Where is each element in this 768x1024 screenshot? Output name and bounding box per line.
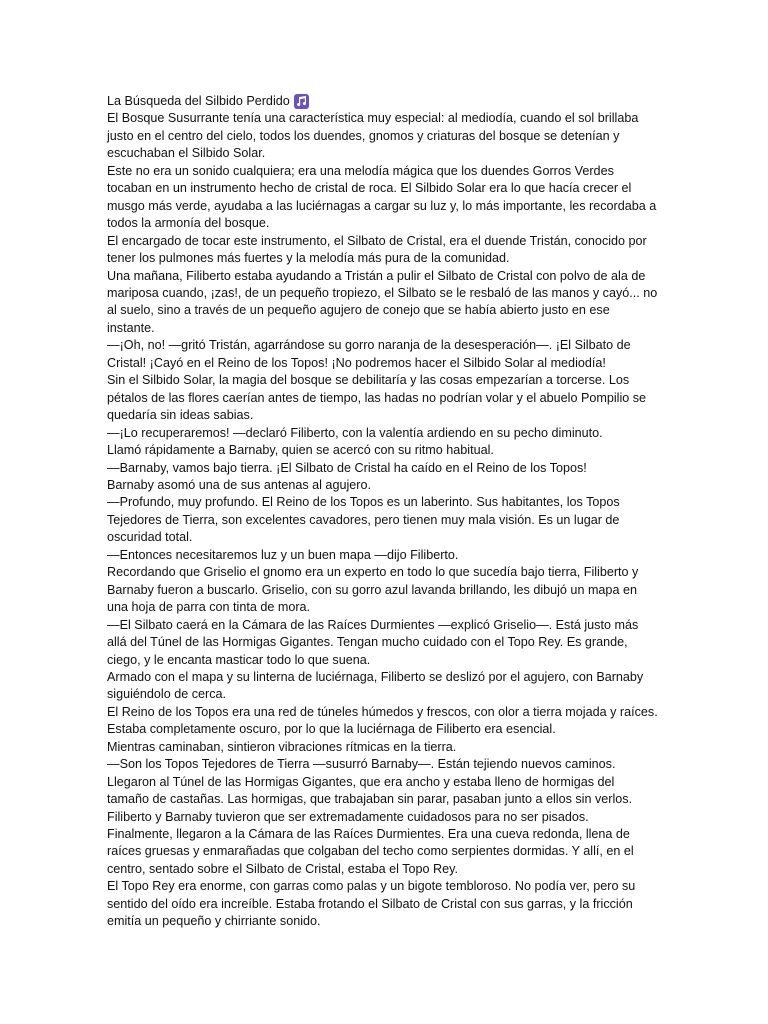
paragraph: —Profundo, muy profundo. El Reino de los Topos es un laberinto. Sus habitantes, los Topos Tejedores de Tierra, son excelentes cavadores, pero tienen muy mala visión. Es un lugar de oscuridad total. <box>107 495 620 545</box>
paragraph: —¡Oh, no! —gritó Tristán, agarrándose su gorro naranja de la desesperación—. ¡El Silbato de Cristal! ¡Cayó en el Reino de los Topos! ¡No podremos hacer el Silbido Solar al mediodía! <box>107 338 631 370</box>
paragraph: —Son los Topos Tejedores de Tierra —susurró Barnaby—. Están tejiendo nuevos caminos. <box>107 757 616 772</box>
title-line <box>107 93 659 110</box>
paragraph: —Barnaby, vamos bajo tierra. ¡El Silbato de Cristal ha caído en el Reino de los Topos! <box>107 460 587 475</box>
paragraph: Sin el Silbido Solar, la magia del bosque se debilitaría y las cosas empezarían a torcerse. Los pétalos de las flores caerían antes de tiempo, las hadas no podrían volar y el abuelo Pompilio se quedaría sin ideas sabias. <box>107 373 647 423</box>
paragraph: Una mañana, Filiberto estaba ayudando a Tristán a pulir el Silbato de Cristal con polvo de ala de mariposa cuando, ¡zas!, de un pequeño tropiezo, el Silbato se le resbaló de las manos y cayó... no al suelo, sino a través de un pequeño agujero de conejo que se había abierto justo en ese instante. <box>107 268 658 335</box>
paragraph: —Entonces necesitaremos luz y un buen mapa —dijo Filiberto. <box>107 547 459 562</box>
paragraph: —¡Lo recuperaremos! —declaró Filiberto, con la valentía ardiendo en su pecho diminuto. <box>107 425 603 440</box>
paragraph: Llegaron al Túnel de las Hormigas Gigantes, que era ancho y estaba lleno de hormigas del tamaño de castañas. Las hormigas, que trabajaban sin parar, pasaban junto a ellos sin verlos. Filiberto y Barnaby tuvieron que ser extremadamente cuidadosos para no ser pisados. <box>107 774 633 824</box>
paragraph: —El Silbato caerá en la Cámara de las Raíces Durmientes —explicó Griselio—. Está justo más allá del Túnel de las Hormigas Gigantes. Tengan mucho cuidado con el Topo Rey. Es grande, ciego, y le encanta masticar todo lo que suena. <box>107 617 639 667</box>
paragraph: Finalmente, llegaron a la Cámara de las Raíces Durmientes. Era una cueva redonda, llena de raíces gruesas y enmarañadas que colgaban del techo como serpientes dormidas. Y allí, en el centro, sentado sobre el Silbato de Cristal, estaba el Topo Rey. <box>107 827 634 876</box>
paragraph: Llamó rápidamente a Barnaby, quien se acercó con su ritmo habitual. <box>107 443 494 458</box>
paragraph: El encargado de tocar este instrumento, el Silbato de Cristal, era el duende Tristán, conocido por tener los pulmones más fuertes y la melodía más pura de la comunidad. <box>107 233 647 266</box>
paragraph: Barnaby asomó una de sus antenas al agujero. <box>107 477 371 492</box>
paragraph: El Reino de los Topos era una red de túneles húmedos y frescos, con olor a tierra mojada y raíces. Estaba completamente oscuro, por lo que la luciérnaga de Filiberto era esencial. <box>107 704 658 737</box>
musical-notes-icon <box>294 94 309 109</box>
paragraph-list <box>107 110 659 930</box>
paragraph: Este no era un sonido cualquiera; era una melodía mágica que los duendes Gorros Verdes tocaban en un instrumento hecho de cristal de roca. El Silbido Solar era lo que hacía crecer el musgo más verde, ayudaba a las luciérnagas a cargar su luz y, lo más importante, les recordaba a todos la armonía del bosque. <box>107 163 657 231</box>
paragraph: Mientras caminaban, sintieron vibraciones rítmicas en la tierra. <box>107 739 457 754</box>
document-title: La Búsqueda del Silbido Perdido <box>107 94 290 108</box>
paragraph: Recordando que Griselio el gnomo era un experto en todo lo que sucedía bajo tierra, Filiberto y Barnaby fueron a buscarlo. Griselio, con su gorro azul lavanda brillando, les dibujó un mapa en una hoja de parra con tinta de mora. <box>107 565 639 615</box>
paragraph: El Topo Rey era enorme, con garras como palas y un bigote tembloroso. No podía ver, pero su sentido del oído era increíble. Estaba frotando el Silbato de Cristal con sus garras, y la fricción emitía un pequeño y chirriante sonido. <box>107 879 636 929</box>
paragraph: Armado con el mapa y su linterna de luciérnaga, Filiberto se deslizó por el agujero, con Barnaby siguiéndolo de cerca. <box>107 669 644 702</box>
paragraph: El Bosque Susurrante tenía una característica muy especial: al mediodía, cuando el sol brillaba justo en el centro del cielo, todos los duendes, gnomos y criaturas del bosque se detenían y escuchaban el Silbido Solar. <box>107 111 639 161</box>
document-body <box>107 93 659 931</box>
